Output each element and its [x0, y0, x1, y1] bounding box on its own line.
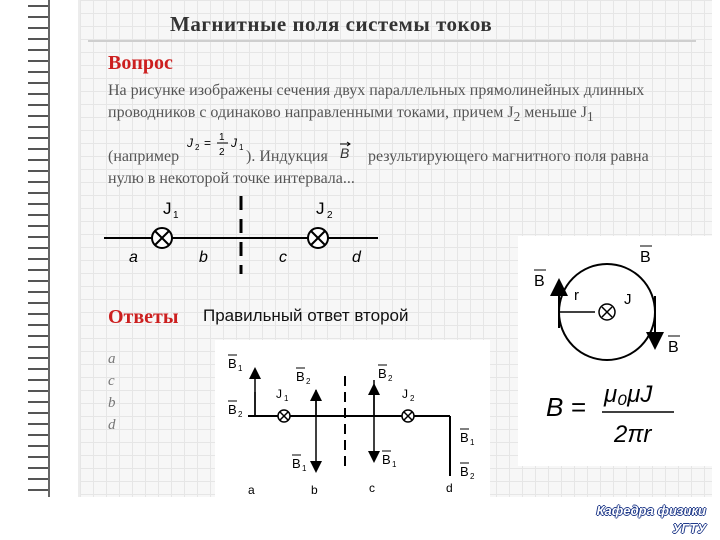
lbl-b2-b: B: [296, 369, 305, 384]
answers-label: Ответы: [108, 306, 179, 328]
lbl-j1-sub: 1: [284, 394, 289, 403]
lbl-j2: J: [402, 387, 408, 401]
lbl-b2-b-sub: 2: [306, 377, 311, 386]
option-3[interactable]: b: [108, 395, 116, 411]
lbl-b1-b-sub: 1: [302, 464, 307, 473]
region-a: a: [129, 249, 138, 266]
lbl-j2-sub: 2: [410, 394, 415, 403]
lbl-b1-a-sub: 1: [238, 364, 243, 373]
lbl-b2-a: B: [228, 402, 237, 417]
lbl-b1-a: B: [228, 356, 237, 371]
lbl-b2-d-sub: 2: [470, 472, 475, 481]
question-line-4: нулю в некоторой точке интервала...: [108, 170, 355, 187]
lbl-b1-d: B: [460, 430, 469, 445]
question-line-3-start: (например: [108, 148, 180, 165]
region-c: c: [279, 249, 287, 266]
region-label-c: c: [369, 481, 375, 495]
answer-diagram-bg: [215, 340, 490, 497]
lbl-b1-d-sub: 1: [470, 438, 475, 447]
r-label: r: [574, 287, 579, 304]
b-top-label: B: [640, 249, 651, 266]
option-4[interactable]: d: [108, 417, 116, 433]
question-line-2-sub2: 1: [586, 109, 594, 125]
formula-rhs: J: [231, 136, 237, 150]
region-label-b: b: [311, 483, 318, 497]
formula-lhs-sub: 2: [195, 143, 200, 152]
lbl-j1: J: [276, 387, 282, 401]
b-vector-letter: B: [340, 145, 350, 161]
formula-rhs-sub: 1: [239, 143, 244, 152]
option-2[interactable]: c: [108, 373, 115, 389]
formula-den: 2: [219, 147, 225, 158]
question-line-1: На рисунке изображены сечения двух параллельных прямолинейных длинных: [108, 82, 645, 99]
b-left-label: B: [534, 273, 545, 290]
correct-answer-note: Правильный ответ второй: [203, 306, 409, 325]
answer-conductor-j2: [402, 410, 414, 422]
lbl-b2-d: B: [460, 464, 469, 479]
footer-department: Кафедра физики: [596, 503, 706, 518]
lbl-b1-c-sub: 1: [392, 460, 397, 469]
formula-eq: =: [204, 136, 212, 150]
region-label-d: d: [446, 481, 453, 495]
formula-numerator: μ₀μJ: [604, 381, 653, 408]
question-line-2-text: проводников с одинаково направленными токами, причем J: [108, 104, 514, 121]
j-label: J: [624, 291, 632, 308]
region-d: d: [352, 249, 361, 266]
option-1[interactable]: a: [108, 351, 116, 367]
slide-title: Магнитные поля системы токов: [170, 12, 493, 36]
formula-lhs: B =: [546, 392, 586, 422]
question-line-3-end: ). Индукция: [246, 148, 328, 165]
formula-lhs: J: [187, 136, 193, 150]
region-label-a: a: [248, 483, 255, 497]
label-j1-sub: 1: [173, 210, 179, 221]
formula-num: 1: [219, 132, 225, 143]
label-j1: J: [163, 199, 172, 218]
label-j2: J: [316, 199, 325, 218]
b-bottom-label: B: [668, 339, 679, 356]
answer-conductor-j1: [278, 410, 290, 422]
lbl-b2-c-sub: 2: [388, 374, 393, 383]
lbl-b1-c: B: [382, 452, 391, 467]
footer-university: УГТУ: [672, 521, 706, 536]
label-j2-sub: 2: [327, 210, 333, 221]
question-line-2-sub: 2: [513, 109, 521, 125]
lbl-b2-c: B: [378, 366, 387, 381]
region-b: b: [199, 249, 208, 266]
lbl-b1-b: B: [292, 456, 301, 471]
lbl-b2-a-sub: 2: [238, 410, 243, 419]
question-label: Вопрос: [108, 52, 173, 74]
formula-denominator: 2πr: [614, 421, 652, 448]
question-line-3-tail: результирующего магнитного поля равна: [368, 148, 649, 165]
question-line-2-end: меньше J: [520, 104, 587, 121]
